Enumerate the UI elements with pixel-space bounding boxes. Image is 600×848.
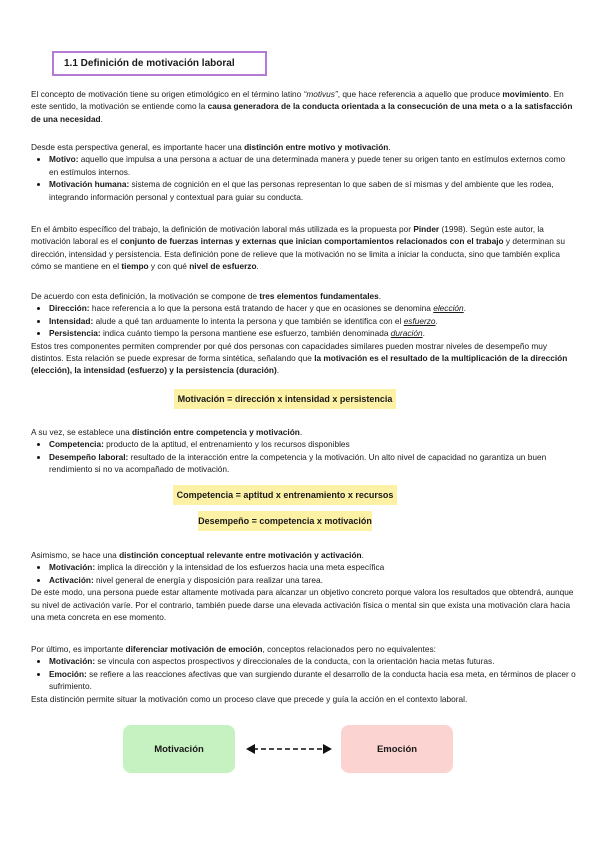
elements-list (31, 302, 576, 339)
paragraph-competencia: A su vez, se establece una distinción entre competencia y motivación. • Competencia: producto de la aptitud, el entrenamiento y los recursos disponibles • Desempeño laboral: resultado de la interacción entre la competencia y la motivación. Un alto nivel de capacidad no garantiza un buen rendimiento si no va acompañado de motivación. (31, 426, 576, 476)
motivacion-box: Motivación (123, 725, 235, 773)
activacion-list (31, 561, 576, 586)
section-title: 1.1 Definición de motivación laboral (52, 51, 267, 76)
paragraph-emocion: Por último, es importante diferenciar motivación de emoción, conceptos relacionados pero no equivalentes: • Motivación: se vincula con aspectos prospectivos y direccionales de la conducta, con la orientación hacia metas futuras. • Emoción: se refiere a las reacciones afectivas que van surgiendo durante el desarrollo de la conducta hacia esa meta, en términos de placer o sufrimiento. Esta distinción permite situar la motivación como un proceso clave que precede y guía la acción en el contexto laboral. (31, 643, 576, 705)
list-item: • Persistencia: indica cuánto tiempo la persona mantiene ese esfuerzo, también denominada duración. (49, 327, 576, 339)
competencia-list (31, 438, 576, 475)
list-item: • Competencia: producto de la aptitud, el entrenamiento y los recursos disponibles (49, 438, 576, 450)
list-item: • Intensidad: alude a qué tan arduamente lo intenta la persona y que también se identifica con el esfuerzo. (49, 315, 576, 327)
bidirectional-arrow-icon (245, 741, 333, 757)
list-item: • Activación: nivel general de energía y disposición para realizar una tarea. (49, 574, 576, 586)
formula-competencia: Competencia = aptitud x entrenamiento x recursos (173, 485, 397, 505)
paragraph-pinder: En el ámbito específico del trabajo, la definición de motivación laboral más utilizada es la propuesta por Pinder (1998). Según este autor, la motivación laboral es el conjunto de fuerzas internas y externas que inician comportamientos relacionados con el trabajo y determinan su dirección, intensidad y persistencia. Esta definición pone de relieve que la motivación no se limita a iniciar la conducta, sino que también explica cómo se mantiene en el tiempo y con qué nivel de esfuerzo. (31, 224, 565, 272)
list-item: • Dirección: hace referencia a lo que la persona está tratando de hacer y que en ocasiones se denomina elección. (49, 302, 576, 314)
emocion-list (31, 655, 576, 692)
motivo-list (31, 153, 576, 203)
list-item: • Emoción: se refiere a las reacciones afectivas que van surgiendo durante el desarrollo de la conducta hacia esa meta, en términos de placer o sufrimiento. (49, 668, 576, 693)
list-item: • Motivo: aquello que impulsa a una persona a actuar de una determinada manera y puede tener su origen tanto en estímulos externos como en estímulos internos. (49, 153, 576, 178)
list-item: • Desempeño laboral: resultado de la interacción entre la competencia y la motivación. Un alto nivel de capacidad no garantiza un buen rendimiento si no va acompañado de motivación. (49, 451, 576, 476)
emocion-box: Emoción (341, 725, 453, 773)
paragraph-activacion: Asimismo, se hace una distinción conceptual relevante entre motivación y activación. • Motivación: implica la dirección y la intensidad de los esfuerzos hacia una meta específica • Activación: nivel general de energía y disposición para realizar una tarea. De este modo, una persona puede estar altamente motivada para alcanzar un objetivo concreto porque valora los resultados que obtendrá, aunque su nivel de activación varíe. Por el contrario, también puede darse una elevada activación física o mental sin que exista una motivación clara hacia una meta concreta en ese momento. (31, 549, 576, 623)
list-item: • Motivación humana: sistema de cognición en el que las personas representan lo que saben de sí mismas y del ambiente que les rodea, integrando información personal y contextual para guiar su conducta. (49, 178, 576, 203)
formula-motivacion: Motivación = dirección x intensidad x persistencia (174, 389, 396, 409)
list-item: • Motivación: implica la dirección y la intensidad de los esfuerzos hacia una meta específica (49, 561, 576, 573)
paragraph-motivo-motivacion: Desde esta perspectiva general, es importante hacer una distinción entre motivo y motivación. • Motivo: aquello que impulsa a una persona a actuar de una determinada manera y puede tener su origen tanto en estímulos externos como en estímulos internos. • Motivación humana: sistema de cognición en el que las personas representan lo que saben de sí mismas y del ambiente que les rodea, integrando información personal y contextual para guiar su conducta. (31, 141, 576, 203)
list-item: • Motivación: se vincula con aspectos prospectivos y direccionales de la conducta, con la orientación hacia metas futuras. (49, 655, 576, 667)
formula-desempeno: Desempeño = competencia x motivación (198, 511, 372, 531)
paragraph-elements: De acuerdo con esta definición, la motivación se compone de tres elementos fundamentales. • Dirección: hace referencia a lo que la persona está tratando de hacer y que en ocasiones se denomina elección. • Intensidad: alude a qué tan arduamente lo intenta la persona y que también se identifica con el esfuerzo. • Persistencia: indica cuánto tiempo la persona mantiene ese esfuerzo, también denominada duración. Estos tres componentes permiten comprender por qué dos personas con capacidades similares pueden mostrar niveles de desempeño muy distintos. Esta relación se puede expresar de forma sintética, señalando que la motivación es el resultado de la multiplicación de la dirección (elección), la intensidad (esfuerzo) y la persistencia (duración). (31, 290, 576, 377)
paragraph-etymology: El concepto de motivación tiene su origen etimológico en el término latino “motivus”, que hace referencia a aquello que produce movimiento. En este sentido, la motivación se entiende como la causa generadora de la conducta orientada a la consecución de una meta o a la satisfacción de una necesidad. (31, 89, 573, 124)
